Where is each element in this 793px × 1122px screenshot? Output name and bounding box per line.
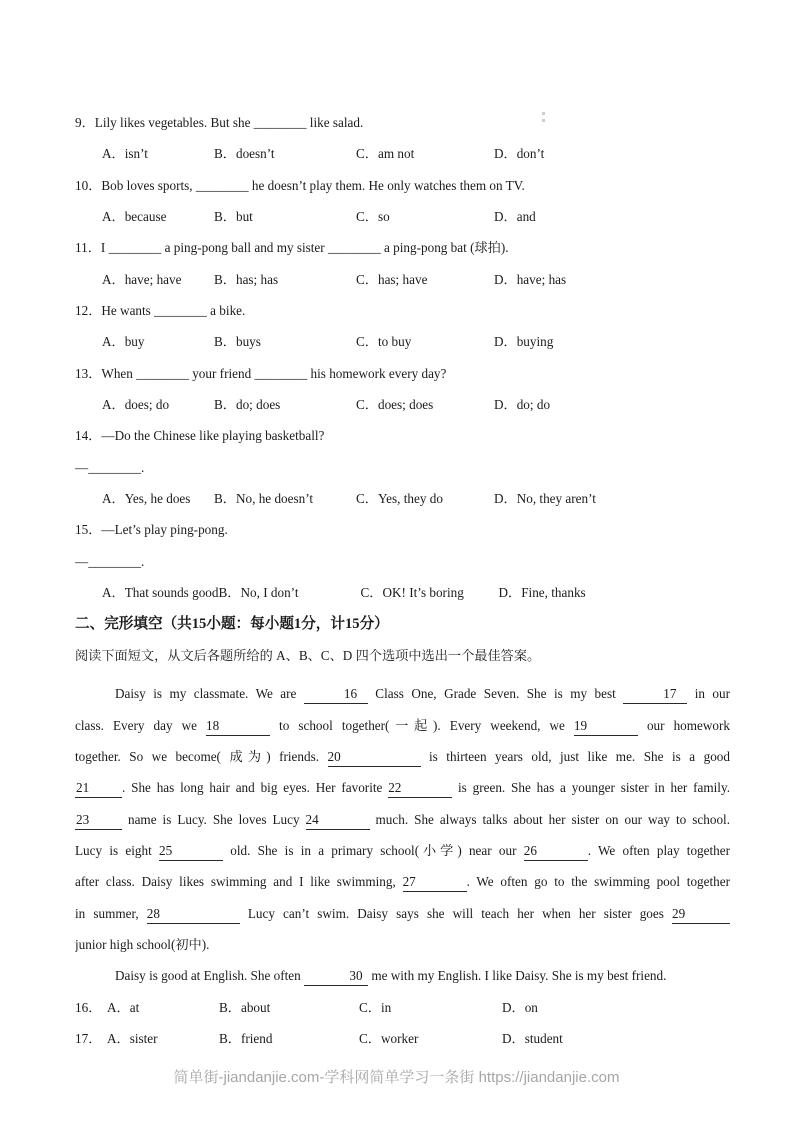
option-a: A．Yes, he does — [102, 491, 191, 507]
options-row — [75, 201, 730, 232]
blank-21: 21 — [75, 780, 122, 798]
question-number: 11． — [75, 240, 101, 256]
option-d: D．No, they aren’t — [494, 491, 596, 507]
option-b: B．No, he doesn’t — [214, 491, 314, 507]
blank-28: 28 — [147, 906, 240, 924]
option-b: B．has; has — [214, 271, 279, 287]
question-stem: 13．When ________ your friend ________ his homework every day? — [75, 365, 447, 381]
blank-23: 23 — [75, 812, 122, 830]
question-number: 12． — [75, 303, 102, 319]
passage-line: 23 name is Lucy. She loves Lucy 24 much. She always talks about her sister on our way to school. — [75, 804, 730, 835]
option-a: A．sister — [107, 1030, 158, 1046]
option-c: C．worker — [359, 1030, 419, 1046]
options-row — [75, 264, 730, 295]
blank-29: 29 — [672, 906, 730, 924]
cloze-passage — [75, 678, 730, 991]
options-row — [75, 992, 730, 1023]
footer-text: 简单街-jiandanjie.com-学科网简单学习一条街 https://jiandanjie.com — [173, 1069, 620, 1086]
question-number: 13． — [75, 365, 102, 381]
blank-22: 22 — [388, 780, 452, 798]
passage-line: 21 . She has long hair and big eyes. Her favorite 22 is green. She has a younger sister in her family. — [75, 772, 730, 803]
cloze-options-section — [75, 992, 730, 1055]
option-c: C．so — [356, 209, 390, 225]
question-stem-continuation: —________. — [75, 459, 145, 475]
question-number: 16． — [75, 999, 102, 1015]
page-footer — [0, 1066, 793, 1087]
option-a: A．isn’t — [102, 146, 148, 162]
question-number: 15． — [75, 522, 102, 538]
option-d: D．student — [502, 1030, 563, 1046]
section2-instructions: 阅读下面短文，从文后各题所给的 A、B、C、D 四个选项中选出一个最佳答案。 — [75, 647, 541, 663]
blank-24: 24 — [306, 812, 370, 830]
passage-line: junior high school(初中). — [75, 936, 210, 952]
blank-25: 25 — [159, 843, 223, 861]
option-c: C．OK! It’s boring — [360, 585, 464, 601]
question-number: 9． — [75, 115, 95, 130]
blank-27: 27 — [403, 874, 467, 892]
question-stem: 12．He wants ________ a bike. — [75, 303, 246, 319]
question-stem: 11．I ________ a ping-pong ball and my sister ________ a ping-pong bat (球拍). — [75, 240, 509, 256]
passage-line: together. So we become( 成为) friends. 20 is thirteen years old, just like me. She is a good — [75, 741, 730, 772]
option-a: A．have; have — [102, 271, 182, 287]
blank-30: 30 — [304, 968, 368, 986]
multiple-choice-section — [75, 107, 730, 609]
option-c: C．does; does — [356, 397, 434, 413]
option-d: D．don’t — [494, 146, 545, 162]
option-a: A．does; do — [102, 397, 170, 413]
question-stem: 14．—Do the Chinese like playing basketball? — [75, 428, 325, 444]
option-a: A．buy — [102, 334, 145, 350]
exam-page-content — [75, 107, 730, 1054]
passage-line: after class. Daisy likes swimming and I like swimming, 27 . We often go to the swimming pool together — [75, 866, 730, 897]
blank-26: 26 — [524, 843, 588, 861]
question-number: 10． — [75, 177, 102, 193]
blank-19: 19 — [574, 718, 638, 736]
passage-line: Daisy is my classmate. We are 16 Class One, Grade Seven. She is my best 17 in our — [75, 678, 730, 709]
passage-line: Lucy is eight 25 old. She is in a primary school(小学) near our 26 . We often play together — [75, 835, 730, 866]
question-stem: 9．Lily likes vegetables. But she ________ like salad. — [75, 115, 364, 130]
passage-line: in summer, 28 Lucy can’t swim. Daisy says she will teach her when her sister goes 29 — [75, 898, 730, 929]
option-b: B．buys — [214, 334, 261, 350]
option-c: C．am not — [356, 146, 415, 162]
options-row — [75, 138, 730, 169]
options-row — [75, 1023, 730, 1054]
options-row — [75, 483, 730, 514]
option-d: D．have; has — [494, 271, 567, 287]
question-number: 17． — [75, 1030, 102, 1046]
options-row — [75, 577, 730, 608]
section2-heading: 二、完形填空（共15小题：每小题1分，计15分） — [75, 615, 389, 632]
option-c: C．to buy — [356, 334, 412, 350]
question-number: 14． — [75, 428, 102, 444]
option-b: B．but — [214, 209, 253, 225]
option-d: D．do; do — [494, 397, 551, 413]
option-a: A．at — [107, 999, 140, 1015]
blank-17: 17 — [623, 686, 687, 704]
question-stem: 10．Bob loves sports, ________ he doesn’t play them. He only watches them on TV. — [75, 177, 525, 193]
option-c: C．Yes, they do — [356, 491, 443, 507]
option-d: D．Fine, thanks — [498, 585, 586, 601]
option-b: B．friend — [219, 1030, 273, 1046]
options-row — [75, 326, 730, 357]
option-c: C．has; have — [356, 271, 428, 287]
option-b: B．No, I don’t — [218, 585, 299, 601]
question-stem: 15．—Let’s play ping-pong. — [75, 522, 228, 538]
option-d: D．and — [494, 209, 536, 225]
passage-line: class. Every day we 18 to school together(一起). Every weekend, we 19 our homework — [75, 710, 730, 741]
option-a: A．because — [102, 209, 167, 225]
option-b: B．about — [219, 999, 271, 1015]
passage-line: Daisy is good at English. She often 30 me with my English. I like Daisy. She is my best friend. — [75, 960, 730, 991]
option-d: D．buying — [494, 334, 554, 350]
blank-18: 18 — [206, 718, 270, 736]
blank-20: 20 — [328, 749, 421, 767]
option-b: B．do; does — [214, 397, 281, 413]
option-b: B．doesn’t — [214, 146, 275, 162]
blank-16: 16 — [304, 686, 368, 704]
options-row — [75, 389, 730, 420]
question-stem-continuation: —________. — [75, 553, 145, 569]
option-a: A．That sounds good — [102, 585, 219, 601]
option-d: D．on — [502, 999, 538, 1015]
option-c: C．in — [359, 999, 392, 1015]
